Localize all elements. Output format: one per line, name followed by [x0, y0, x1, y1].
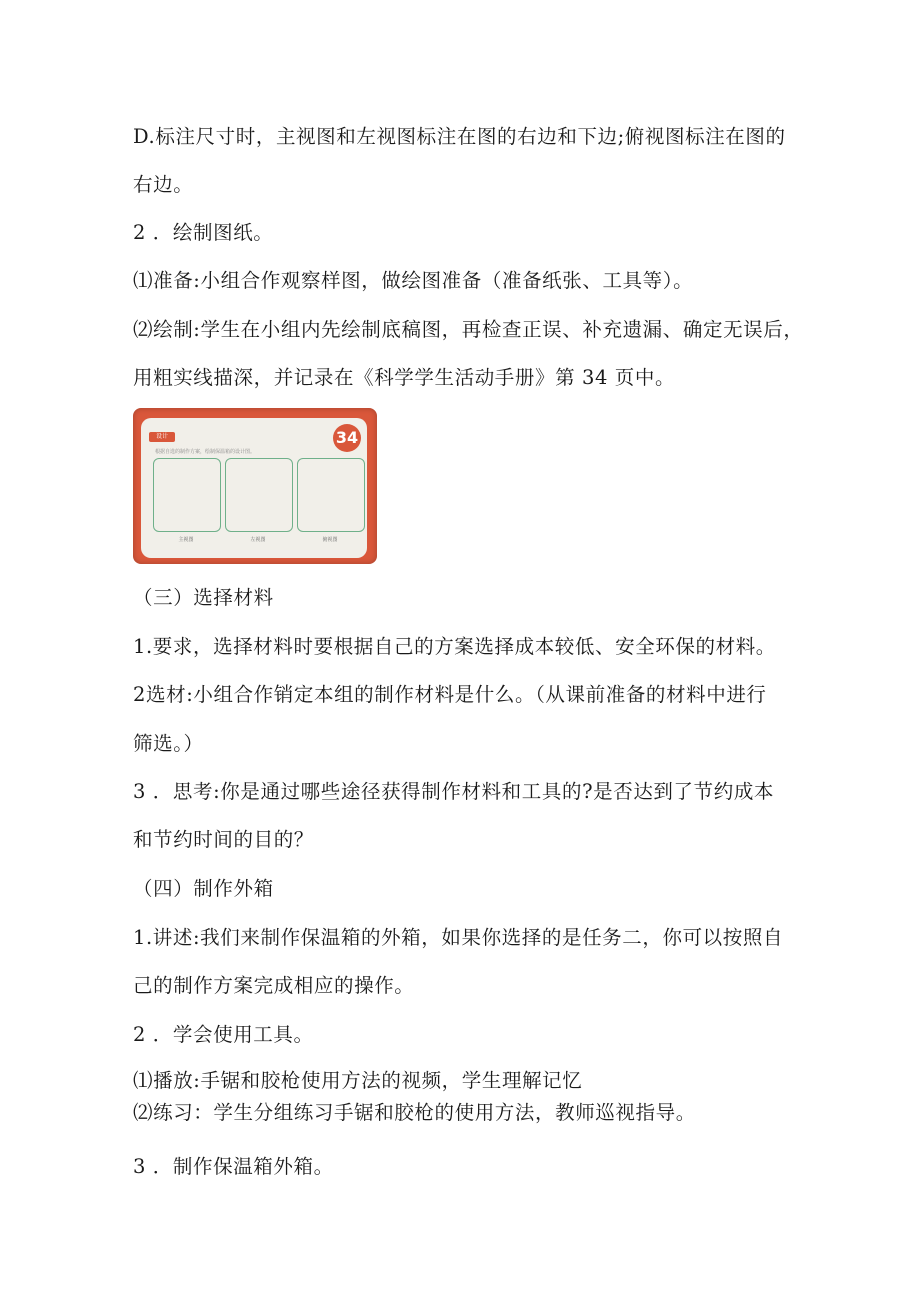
- left-view-caption: 左视图: [250, 537, 266, 543]
- front-view-caption: 主视图: [178, 537, 194, 543]
- worksheet-tag: 设计: [149, 432, 175, 442]
- left-view-box: [225, 458, 293, 532]
- text-line: 用粗实线描深，并记录在《科学学生活动手册》第 34 页中。: [133, 366, 676, 389]
- text-line: ⑴准备:小组合作观察样图，做绘图准备（准备纸张、工具等）。: [133, 269, 694, 292]
- page-number-badge: 34: [333, 424, 361, 452]
- text-line: 3 ．制作保温箱外箱。: [133, 1155, 334, 1178]
- text-line: 2 ．学会使用工具。: [133, 1023, 314, 1046]
- text-line: 2选材:小组合作销定本组的制作材料是什么。（从课前准备的材料中进行: [133, 683, 767, 706]
- top-view-caption: 俯视图: [322, 537, 338, 543]
- text-line: 1.要求，选择材料时要根据自己的方案选择成本较低、安全环保的材料。: [133, 635, 776, 658]
- front-view-box: [153, 458, 221, 532]
- worksheet-page: [141, 418, 367, 558]
- text-line: 3 ．思考:你是通过哪些途径获得制作材料和工具的?是否达到了节约成本: [133, 780, 775, 803]
- section-heading: （三）选择材料: [133, 586, 274, 609]
- text-line: 筛选。）: [133, 732, 204, 755]
- section-heading: （四）制作外箱: [133, 877, 274, 900]
- text-line: D.标注尺寸时，主视图和左视图标注在图的右边和下边;俯视图标注在图的: [133, 125, 786, 148]
- worksheet-photo: [133, 408, 377, 564]
- text-line: 2 ．绘制图纸。: [133, 221, 274, 244]
- text-line: 和节约时间的目的？: [133, 828, 314, 851]
- worksheet-prompt: 根据自选的制作方案，绘制保温箱的设计图。: [155, 449, 256, 455]
- text-line: 1.讲述:我们来制作保温箱的外箱，如果你选择的是任务二，你可以按照自: [133, 926, 784, 949]
- text-line: ⑵绘制:学生在小组内先绘制底稿图，再检查正误、补充遗漏、确定无误后，: [133, 318, 804, 341]
- text-line: ⑴播放:手锯和胶枪使用方法的视频，学生理解记忆: [133, 1069, 583, 1092]
- top-view-box: [297, 458, 365, 532]
- text-line: 己的制作方案完成相应的操作。: [133, 974, 415, 997]
- text-line: ⑵练习：学生分组练习手锯和胶枪的使用方法，教师巡视指导。: [133, 1101, 696, 1124]
- text-line: 右边。: [133, 173, 194, 196]
